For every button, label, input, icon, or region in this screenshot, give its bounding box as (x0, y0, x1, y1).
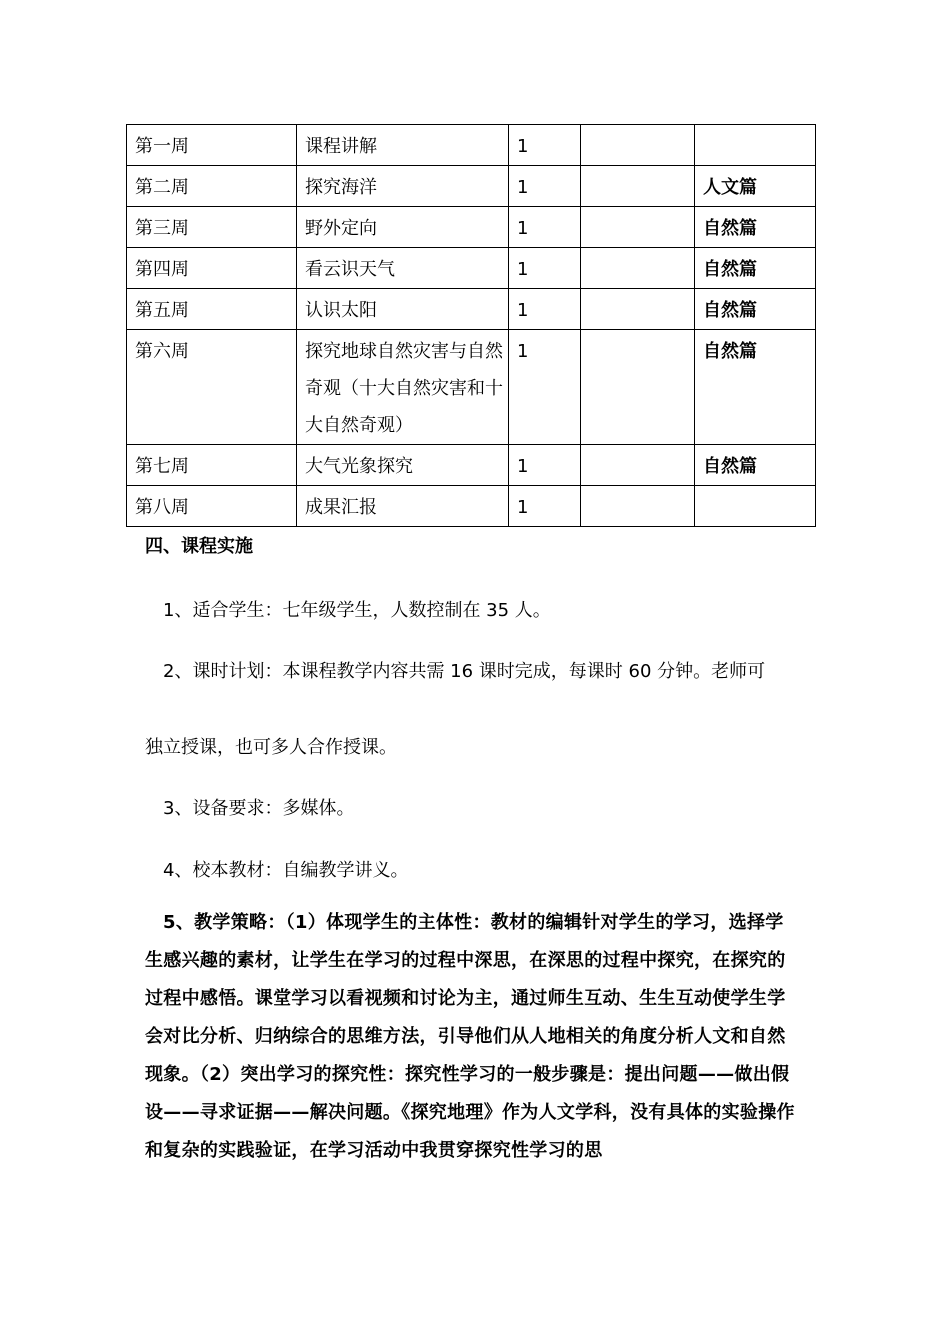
category-cell: 自然篇 (695, 248, 816, 289)
table-row (127, 207, 816, 248)
hours-cell: 1 (509, 207, 581, 248)
item-equipment: 3、设备要求：多媒体。 (163, 798, 355, 819)
table-row (127, 330, 816, 445)
note-cell (581, 166, 695, 207)
week-cell: 第一周 (127, 125, 297, 166)
week-cell: 第六周 (127, 330, 297, 445)
category-cell (695, 125, 816, 166)
note-cell (581, 248, 695, 289)
item-students: 1、适合学生：七年级学生，人数控制在 35 人。 (163, 600, 551, 621)
note-cell (581, 330, 695, 445)
topic-cell: 认识太阳 (297, 289, 509, 330)
table-row (127, 125, 816, 166)
table-row (127, 166, 816, 207)
topic-cell: 探究地球自然灾害与自然奇观（十大自然灾害和十大自然奇观） (297, 330, 509, 445)
week-cell: 第五周 (127, 289, 297, 330)
category-cell: 人文篇 (695, 166, 816, 207)
week-cell: 第四周 (127, 248, 297, 289)
item-teaching-strategy: 5、教学策略：（1）体现学生的主体性：教材的编辑针对学生的学习，选择学生感兴趣的素材，让学生在学习的过程中深思，在深思的过程中探究，在探究的过程中感悟。课堂学习以看视频和讨论为主，通过师生互动、生生互动使学生学会对比分析、归纳综合的思维方法，引导他们从人地相关的角度分析人文和自然现象。（2）突出学习的探究性：探究性学习的一般步骤是：提出问题——做出假设——寻求证据——解决问题。《探究地理》作为人文学科，没有具体的实验操作和复杂的实践验证，在学习活动中我贯穿探究性学习的思 (145, 912, 795, 1161)
note-cell (581, 486, 695, 527)
hours-cell: 1 (509, 289, 581, 330)
hours-cell: 1 (509, 445, 581, 486)
item-schedule-line2: 独立授课，也可多人合作授课。 (145, 737, 397, 758)
hours-cell: 1 (509, 125, 581, 166)
note-cell (581, 125, 695, 166)
hours-cell: 1 (509, 330, 581, 445)
week-cell: 第二周 (127, 166, 297, 207)
note-cell (581, 445, 695, 486)
topic-cell: 探究海洋 (297, 166, 509, 207)
item-materials: 4、校本教材：自编教学讲义。 (163, 860, 409, 881)
note-cell (581, 289, 695, 330)
table-row (127, 289, 816, 330)
category-cell: 自然篇 (695, 445, 816, 486)
category-cell: 自然篇 (695, 289, 816, 330)
table-row (127, 445, 816, 486)
note-cell (581, 207, 695, 248)
week-cell: 第八周 (127, 486, 297, 527)
week-cell: 第七周 (127, 445, 297, 486)
course-schedule-table (126, 124, 816, 527)
section-heading: 四、课程实施 (145, 536, 253, 557)
topic-cell: 成果汇报 (297, 486, 509, 527)
topic-cell: 大气光象探究 (297, 445, 509, 486)
hours-cell: 1 (509, 248, 581, 289)
topic-cell: 课程讲解 (297, 125, 509, 166)
category-cell: 自然篇 (695, 207, 816, 248)
table-row (127, 486, 816, 527)
hours-cell: 1 (509, 486, 581, 527)
item-schedule-line1: 2、课时计划：本课程教学内容共需 16 课时完成，每课时 60 分钟。老师可 (163, 661, 766, 682)
table-row (127, 248, 816, 289)
hours-cell: 1 (509, 166, 581, 207)
topic-cell: 看云识天气 (297, 248, 509, 289)
week-cell: 第三周 (127, 207, 297, 248)
category-cell (695, 486, 816, 527)
topic-cell: 野外定向 (297, 207, 509, 248)
category-cell: 自然篇 (695, 330, 816, 445)
